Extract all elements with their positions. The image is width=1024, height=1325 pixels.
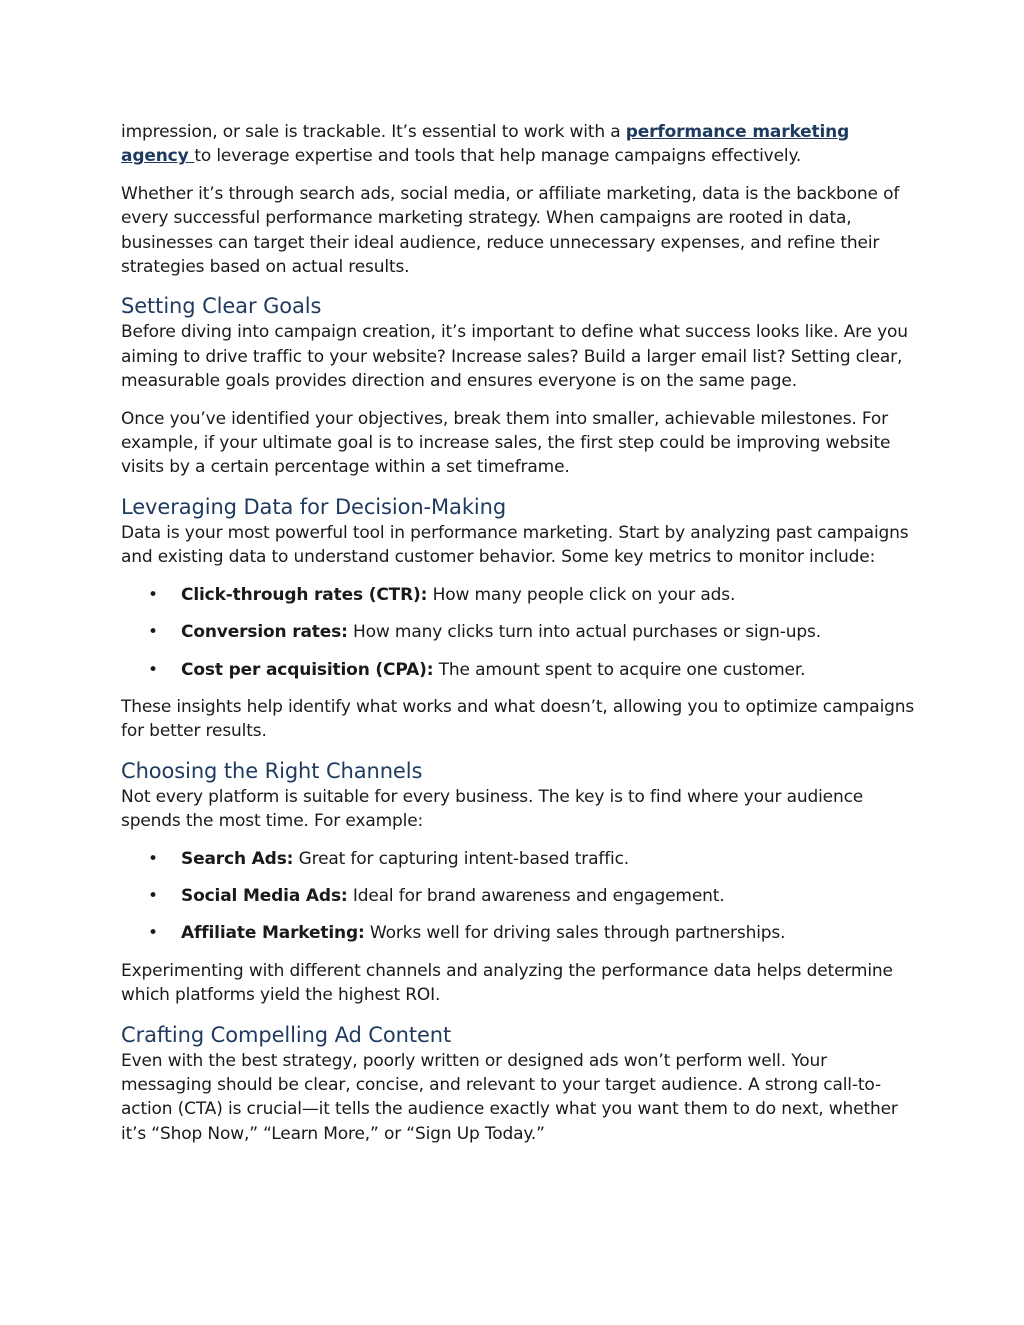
bullet-icon: • [148, 885, 158, 906]
list-item-desc: Great for capturing intent-based traffic. [293, 848, 630, 869]
heading-leveraging-data: Leveraging Data for Decision-Making [121, 494, 507, 519]
list-item [121, 847, 921, 871]
bullet-icon: • [148, 659, 158, 680]
goals-paragraph-2: Once you’ve identified your objectives, break them into smaller, achievable milestones. For example, if your ultimate goal is to increase sales, the first step could be improving website visits by a certain percentage within a set timeframe. [121, 408, 891, 478]
heading-choosing-channels: Choosing the Right Channels [121, 758, 423, 783]
list-item [121, 884, 921, 908]
channels-paragraph-2: Experimenting with different channels and analyzing the performance data helps determine which platforms yield the highest ROI. [121, 960, 893, 1006]
list-item-term: Search Ads: [181, 848, 294, 869]
list-item [121, 620, 921, 644]
list-item-desc: Ideal for brand awareness and engagement. [347, 885, 725, 906]
list-item-term: Conversion rates: [181, 622, 348, 643]
list-item [121, 921, 921, 945]
heading-setting-clear-goals: Setting Clear Goals [121, 294, 322, 319]
document-page [121, 120, 921, 1159]
ad-content-paragraph-1: Even with the best strategy, poorly written or designed ads won’t perform well. Your messaging should be clear, concise, and relevant to your target audience. A strong call-to-action (CTA) is crucial—it tells the audience exactly what you want them to do next, whether it’s “Shop Now,” “Learn More,” or “Sign Up Today.” [121, 1050, 898, 1144]
list-item-term: Social Media Ads: [181, 885, 348, 906]
list-item-term: Cost per acquisition (CPA): [181, 659, 434, 680]
data-paragraph-1: Data is your most powerful tool in performance marketing. Start by analyzing past campaigns and existing data to understand customer behavior. Some key metrics to monitor include: [121, 522, 909, 568]
channels-list [121, 847, 921, 946]
bullet-icon: • [148, 923, 158, 944]
intro-paragraph-2: Whether it’s through search ads, social media, or affiliate marketing, data is the backbone of every successful performance marketing strategy. When campaigns are rooted in data, businesses can target their ideal audience, reduce unnecessary expenses, and refine their strategies based on actual results. [121, 183, 900, 278]
list-item-desc: The amount spent to acquire one customer. [433, 659, 806, 680]
intro-paragraph-1 [121, 120, 921, 169]
intro-text-b: to leverage expertise and tools that help manage campaigns effectively. [194, 146, 802, 167]
heading-crafting-ad-content: Crafting Compelling Ad Content [121, 1022, 452, 1047]
data-paragraph-2: These insights help identify what works and what doesn’t, allowing you to optimize campaigns for better results. [121, 696, 915, 742]
list-item-desc: How many clicks turn into actual purchases or sign-ups. [347, 622, 821, 643]
metrics-list [121, 583, 921, 682]
list-item [121, 658, 921, 682]
intro-text-a: impression, or sale is trackable. It’s essential to work with a [121, 122, 626, 142]
list-item-desc: How many people click on your ads. [427, 584, 736, 605]
bullet-icon: • [148, 622, 158, 643]
list-item-desc: Works well for driving sales through partnerships. [364, 923, 786, 944]
bullet-icon: • [148, 848, 158, 869]
list-item [121, 583, 921, 607]
list-item-term: Affiliate Marketing: [181, 923, 365, 944]
list-item-term: Click-through rates (CTR): [181, 584, 428, 605]
channels-paragraph-1: Not every platform is suitable for every business. The key is to find where your audience spends the most time. For example: [121, 786, 864, 832]
bullet-icon: • [148, 584, 158, 605]
goals-paragraph-1: Before diving into campaign creation, it’s important to define what success looks like. Are you aiming to drive traffic to your website? Increase sales? Build a larger email list? Setting clear, measurable goals provides direction and ensures everyone is on the same page. [121, 322, 908, 392]
performance-marketing-agency-link[interactable]: performance marketing agency [121, 122, 850, 167]
